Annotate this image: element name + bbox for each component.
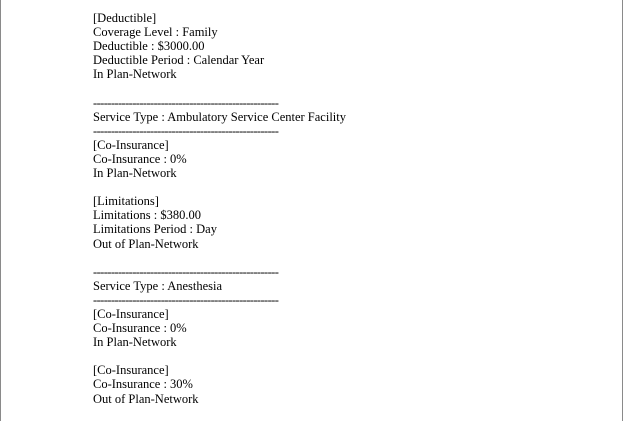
text-line: [Deductible]: [93, 11, 157, 25]
text-line: Out of Plan-Network: [93, 391, 199, 406]
text-line: Deductible : $3000.00: [93, 39, 205, 54]
text-line: In Plan-Network: [93, 67, 177, 82]
blank-line: [93, 180, 593, 194]
blank-line: [93, 349, 593, 363]
text-line: Service Type : Ambulatory Service Center Facility: [93, 109, 346, 124]
text-line: Service Type : Anesthesia: [93, 278, 223, 293]
text-line: Limitations : $380.00: [93, 208, 201, 223]
separator-line: ----------------------------------------------------: [93, 123, 279, 138]
blank-line: [93, 81, 593, 95]
separator-line: ----------------------------------------------------: [93, 292, 279, 307]
text-line: Out of Plan-Network: [93, 236, 199, 251]
text-line: Co-Insurance : 0%: [93, 321, 187, 336]
benefits-text-document: [93, 11, 593, 406]
text-line: Co-Insurance : 0%: [93, 151, 187, 166]
text-line: [Co-Insurance]: [93, 137, 169, 152]
separator-line: ----------------------------------------------------: [93, 95, 279, 110]
blank-line: [93, 251, 593, 265]
text-line: [Co-Insurance]: [93, 363, 169, 378]
text-line: Coverage Level : Family: [93, 25, 218, 40]
text-line: Limitations Period : Day: [93, 222, 217, 237]
text-line: [Co-Insurance]: [93, 306, 169, 321]
text-line: In Plan-Network: [93, 335, 177, 350]
text-line: Co-Insurance : 30%: [93, 377, 193, 392]
text-line: Deductible Period : Calendar Year: [93, 53, 265, 68]
text-line: In Plan-Network: [93, 166, 177, 181]
text-line: [Limitations]: [93, 194, 159, 209]
separator-line: ----------------------------------------------------: [93, 264, 279, 279]
